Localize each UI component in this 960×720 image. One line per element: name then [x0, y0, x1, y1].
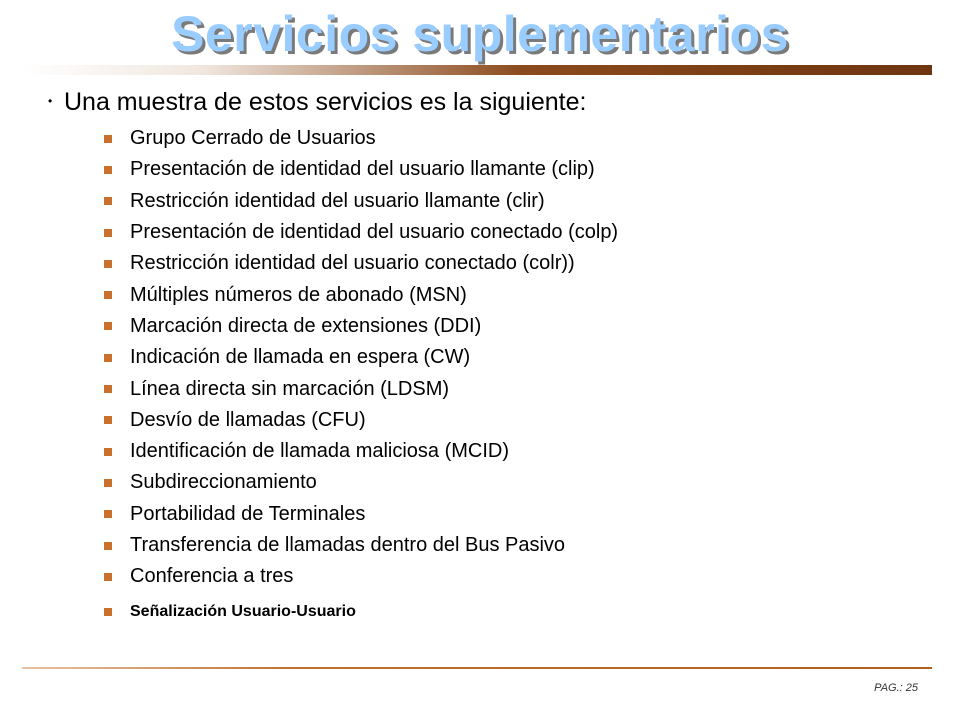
square-bullet-icon [104, 166, 112, 174]
list-item [104, 186, 618, 217]
list-item [104, 248, 618, 279]
slide-title: Servicios suplementarios [171, 6, 789, 62]
list-item [104, 279, 618, 310]
list-item-text: Identificación de llamada maliciosa (MCID) [130, 440, 510, 463]
list-item [104, 123, 618, 154]
list-item-text: Desvío de llamadas (CFU) [130, 408, 366, 431]
list-item-text: Grupo Cerrado de Usuarios [130, 127, 376, 150]
list-item [104, 561, 618, 592]
list-item-text: Transferencia de llamadas dentro del Bus Pasivo [130, 534, 566, 556]
list-item [104, 405, 618, 436]
title-divider [22, 65, 932, 75]
square-bullet-icon [104, 322, 112, 330]
square-bullet-icon [104, 448, 112, 456]
square-bullet-icon [104, 608, 112, 616]
square-bullet-icon [104, 479, 112, 487]
list-item-text: Restricción identidad del usuario conectado (colr)) [130, 252, 575, 275]
list-item-text: Presentación de identidad del usuario conectado (colp) [130, 221, 619, 244]
list-item-text: Restricción identidad del usuario llamante (clir) [130, 189, 545, 212]
bullet-dot-icon: • [48, 94, 53, 108]
square-bullet-icon [104, 542, 112, 550]
list-item-text: Subdireccionamiento [130, 471, 317, 494]
square-bullet-icon [104, 135, 112, 143]
square-bullet-icon [104, 197, 112, 205]
square-bullet-icon [104, 260, 112, 268]
list-item [104, 499, 618, 530]
list-item-text: Conferencia a tres [130, 565, 294, 588]
list-item-text: Línea directa sin marcación (LDSM) [130, 377, 450, 400]
square-bullet-icon [104, 291, 112, 299]
list-item-text: Señalización Usuario-Usuario [130, 603, 356, 621]
list-item [104, 467, 618, 498]
square-bullet-icon [104, 354, 112, 362]
page-number: PAG.: 25 [874, 682, 918, 694]
list-item [104, 373, 618, 404]
list-item [104, 596, 618, 627]
square-bullet-icon [104, 510, 112, 518]
square-bullet-icon [104, 416, 112, 424]
list-item-text: Indicación de llamada en espera (CW) [130, 346, 471, 369]
intro-text: Una muestra de estos servicios es la siguiente: [64, 87, 587, 116]
square-bullet-icon [104, 385, 112, 393]
footer-divider [22, 667, 932, 669]
list-item-text: Múltiples números de abonado (MSN) [130, 283, 467, 306]
list-item-text: Marcación directa de extensiones (DDI) [130, 314, 482, 337]
square-bullet-icon [104, 229, 112, 237]
list-item [104, 154, 618, 185]
list-item-text: Presentación de identidad del usuario llamante (clip) [130, 158, 595, 181]
intro-bullet [48, 84, 586, 120]
list-item-text: Portabilidad de Terminales [130, 502, 366, 525]
list-item [104, 436, 618, 467]
services-list [104, 123, 618, 628]
list-item [104, 342, 618, 373]
square-bullet-icon [104, 573, 112, 581]
list-item [104, 530, 618, 561]
list-item [104, 311, 618, 342]
list-item [104, 217, 618, 248]
